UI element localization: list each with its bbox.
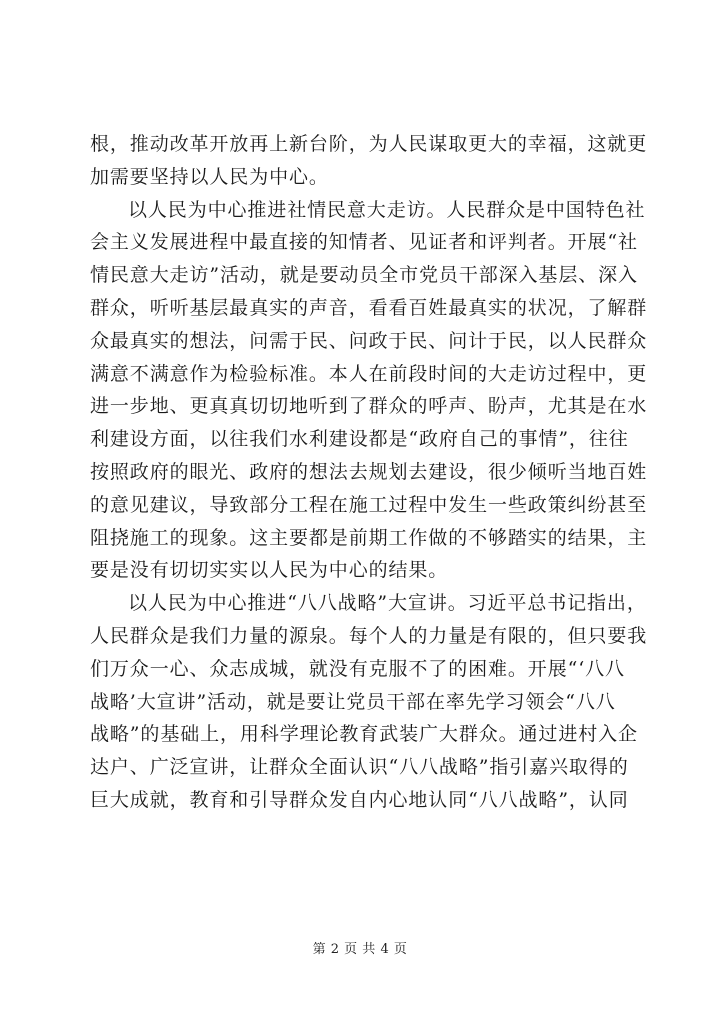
paragraph-first-line: 以人民为中心推进“八八战略”大宣讲。习近平总书记指出， (128, 592, 647, 615)
text-line: 满意不满意作为检验标准。本人在前段时间的大走访过程中，更 (90, 362, 648, 385)
text-line: 的意见建议，导致部分工程在施工过程中发生一些政策纠纷甚至 (90, 493, 648, 516)
text-line: 会主义发展进程中最直接的知情者、见证者和评判者。开展“社 (90, 231, 638, 254)
text-line: 们万众一心、众志成城，就没有克服不了的困难。开展“‘八八 (90, 657, 625, 680)
text-line: 群众，听听基层最真实的声音，看看百姓最真实的状况，了解群 (90, 296, 648, 319)
text-line: 情民意大走访”活动，就是要动员全市党员干部深入基层、深入 (90, 264, 638, 287)
paragraph-first-line: 以人民为中心推进社情民意大走访。人民群众是中国特色社 (128, 198, 646, 221)
text-line: 巨大成就，教育和引导群众发自内心地认同“八八战略”，认同 (90, 788, 629, 811)
body-text (90, 128, 670, 817)
text-line: 达户、广泛宣讲，让群众全面认识“八八战略”指引嘉兴取得的 (90, 756, 629, 779)
text-line: 加需要坚持以人民为中心。 (90, 165, 329, 188)
text-line: 根，推动改革开放再上新台阶，为人民谋取更大的幸福，这就更 (90, 133, 648, 155)
text-line: 战略’大宣讲”活动，就是要让党员干部在率先学习领会“八八 (90, 690, 616, 713)
page-footer: 第 2 页 共 4 页 (312, 942, 408, 957)
text-line: 阻挠施工的现象。这主要都是前期工作做的不够踏实的结果，主 (90, 526, 648, 549)
text-line: 要是没有切切实实以人民为中心的结果。 (90, 559, 449, 582)
text-line: 战略”的基础上，用科学理论教育武装广大群众。通过进村入企 (90, 723, 638, 746)
text-line: 进一步地、更真真切切地听到了群众的呼声、盼声，尤其是在水 (90, 395, 648, 418)
text-line: 按照政府的眼光、政府的想法去规划去建设，很少倾听当地百姓 (90, 460, 648, 483)
text-line: 众最真实的想法，问需于民、问政于民、问计于民，以人民群众 (90, 329, 648, 352)
text-line: 人民群众是我们力量的源泉。每个人的力量是有限的，但只要我 (90, 624, 648, 647)
text-line: 利建设方面，以往我们水利建设都是“政府自己的事情”，往往 (90, 428, 629, 451)
